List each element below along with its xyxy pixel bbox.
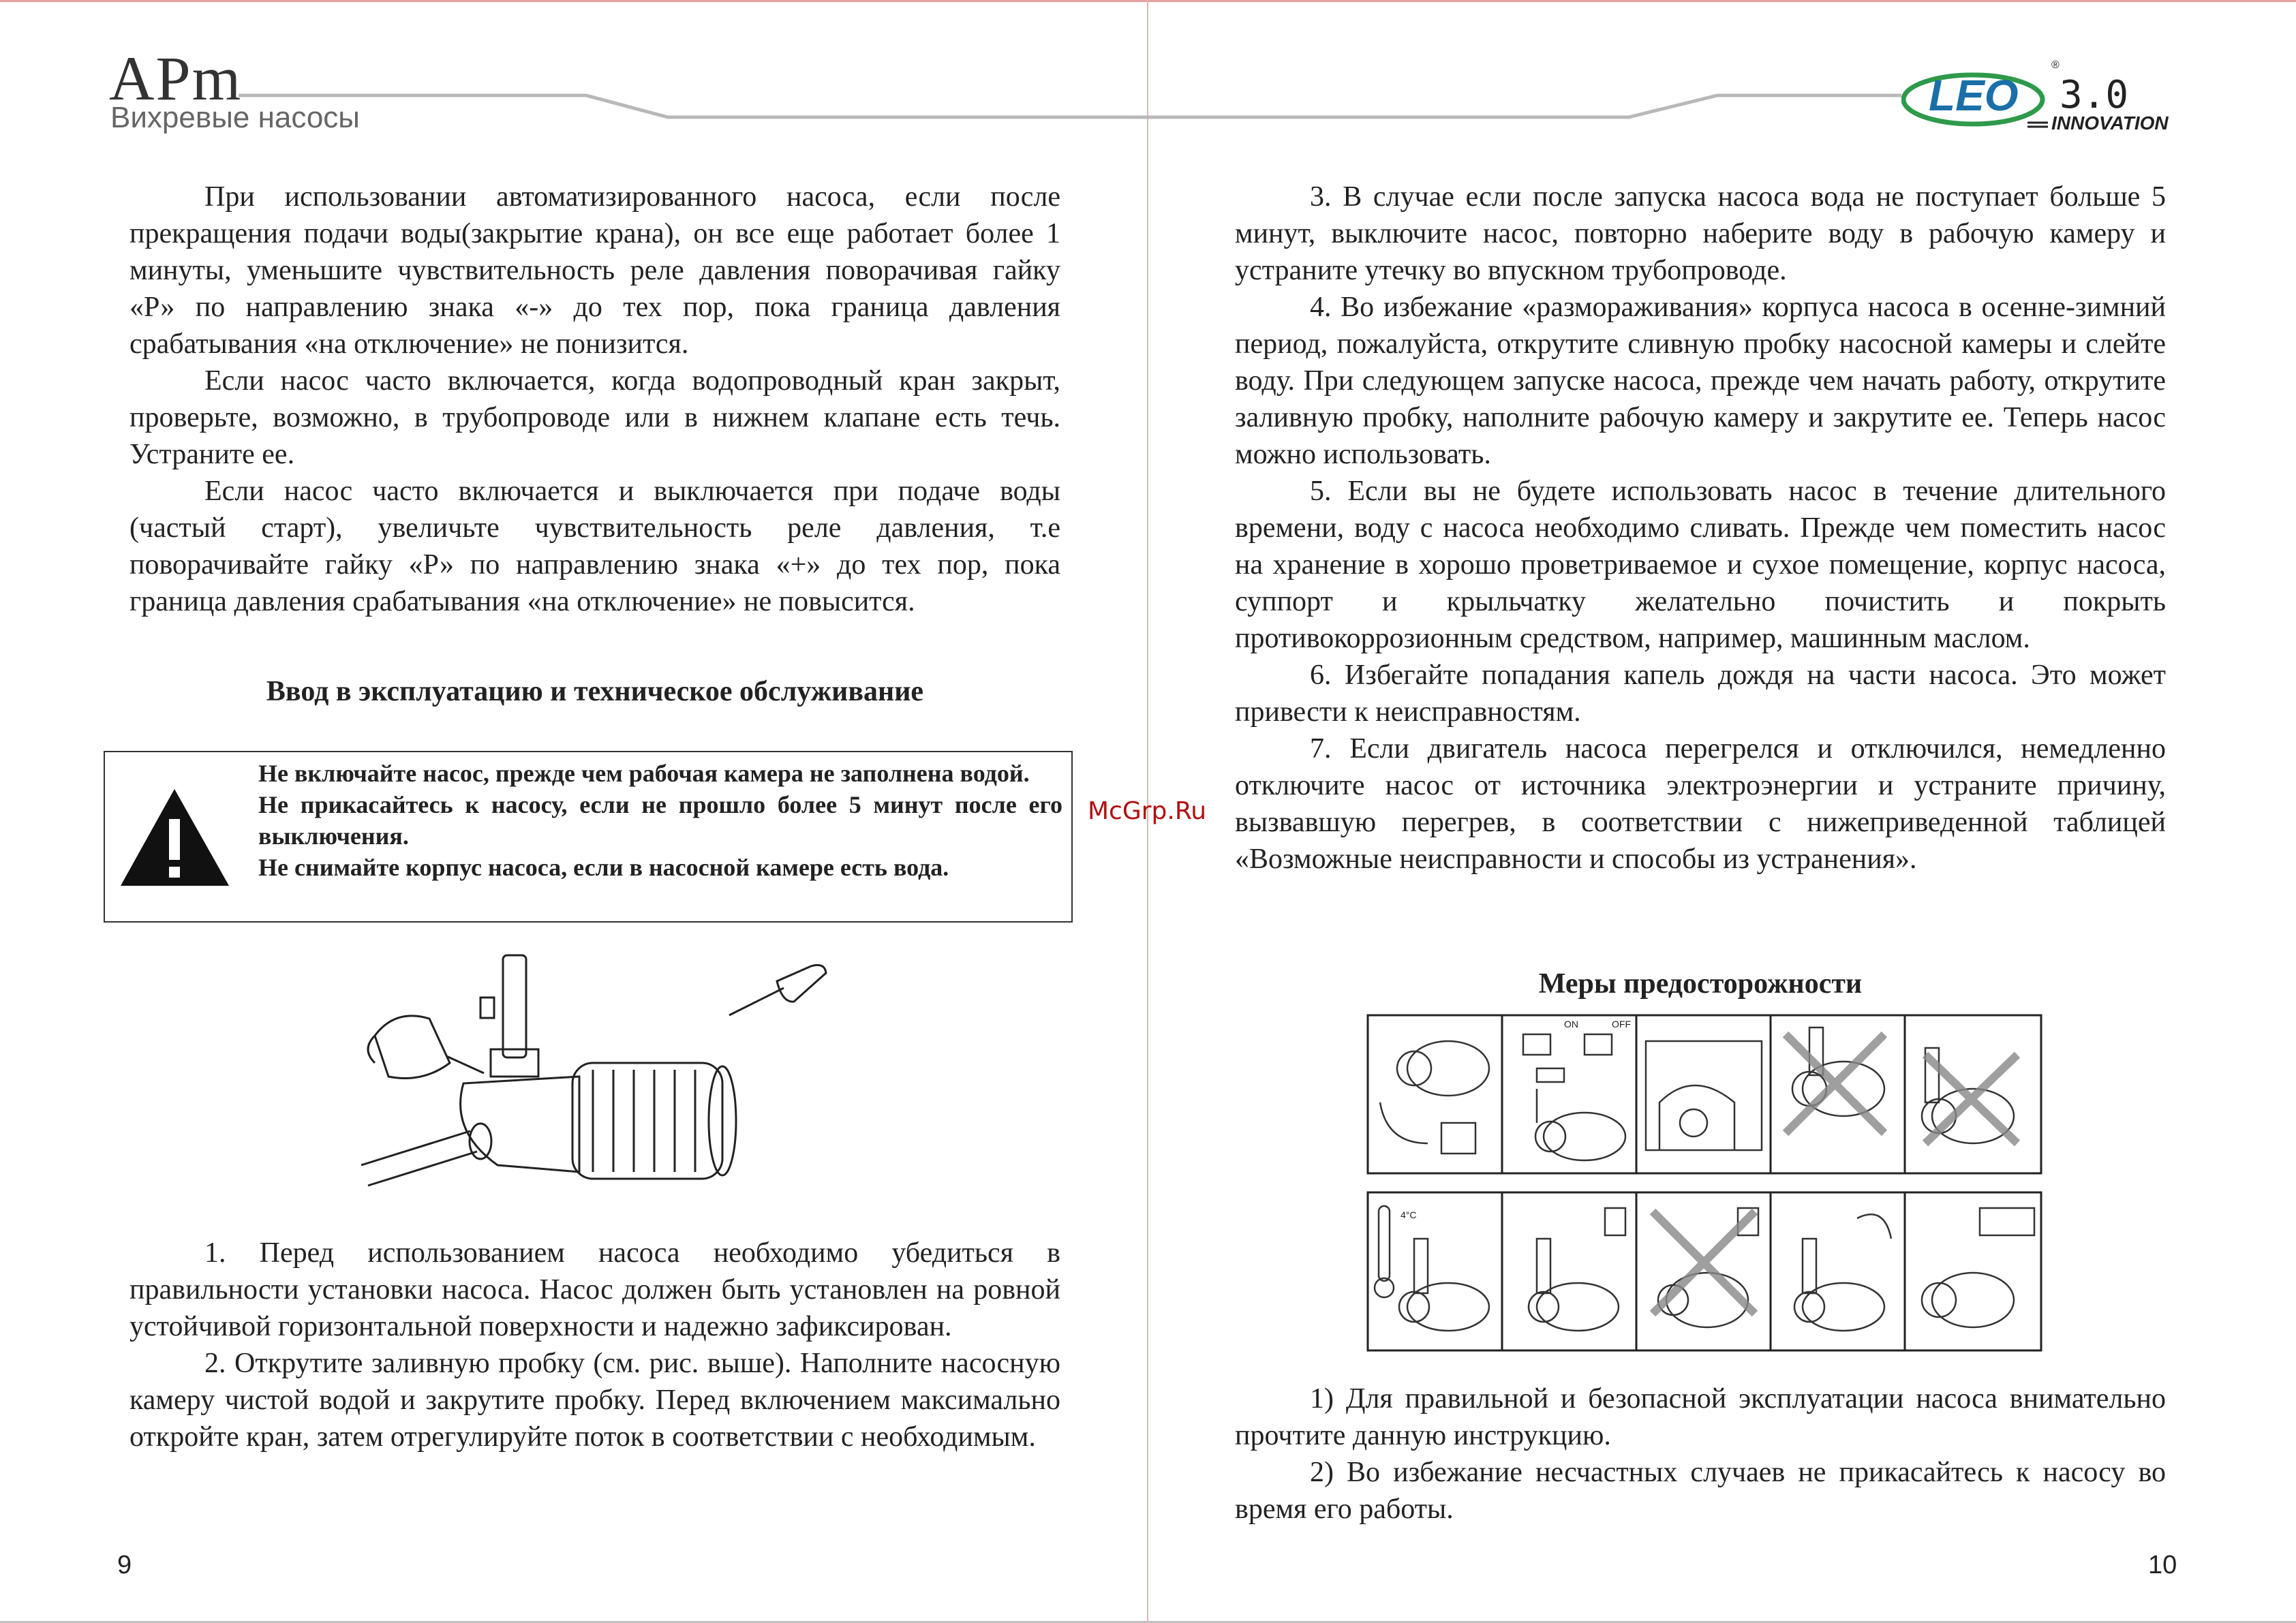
left-page-steps	[129, 1235, 1060, 1455]
brand-title: APm	[109, 44, 243, 113]
brand-subtitle: Вихревые насосы	[110, 101, 360, 134]
paragraph: Если насос часто включается, когда водопроводный кран закрыт, проверьте, возможно, в трубопроводе или в нижнем клапане есть течь. Устраните ее.	[129, 365, 1060, 470]
watermark: McGrp.Ru	[1088, 797, 1207, 825]
page-number-left: 9	[117, 1551, 132, 1579]
svg-text:®: ®	[2051, 59, 2060, 71]
panel-no-touch	[1792, 1027, 1884, 1116]
label-on: ON	[1564, 1019, 1578, 1030]
warning-line: Не включайте насос, прежде чем рабочая камера не заполнена водой.	[258, 760, 1030, 787]
section-title: Ввод в эксплуатацию и техническое обслуживание	[266, 676, 924, 707]
page-number-right: 10	[2148, 1551, 2177, 1579]
precaution-item: 2) Во избежание несчастных случаев не прикасайтесь к насосу во время его работы.	[1235, 1457, 2166, 1525]
left-page-intro	[129, 179, 1060, 733]
panel-off-1	[1529, 1208, 1625, 1331]
paragraph: 7. Если двигатель насоса перегрелся и отключился, немедленно отключите насос от источника электроэнергии и устраните причину, вызвавшую перегрев, в соответствии с нижеприведенной таблицей «Возможные неисправности и способы из устранения».	[1235, 733, 2166, 875]
warning-icon	[119, 786, 231, 888]
label-off: OFF	[1612, 1019, 1631, 1030]
panel-manual	[1380, 1041, 1489, 1154]
logo-tagline: INNOVATION	[2051, 112, 2169, 134]
paragraph: 4. Во избежание «размораживания» корпуса насоса в осенне-зимний период, пожалуйста, открутите сливную пробку насосной камеры и слейте воду. При следующем запуске насоса, прежде чем начать работу, открутите заливную пробку, наполните рабочую камеру и закрутите ее. Теперь насос можно использовать.	[1235, 292, 2166, 470]
precautions-text	[1235, 1380, 2166, 1528]
precautions-title: Меры предосторожности	[1538, 968, 1863, 1000]
leo-logo	[1901, 55, 2201, 136]
logo-text: LEO	[1929, 71, 2019, 120]
precautions-figure-grid	[1366, 1014, 2042, 1352]
precaution-item: 1) Для правильной и безопасной эксплуатации насоса внимательно прочтите данную инструкцию.	[1235, 1383, 2166, 1451]
label-temp: 4°C	[1400, 1209, 1417, 1220]
panel-switch	[1523, 1034, 1625, 1160]
warning-text	[258, 758, 1062, 883]
paragraph: При использовании автоматизированного насоса, если после прекращения подачи воды(закрытие крана), он все еще работает более 1 минуты, уменьшите чувствительность реле давления поворачивая гайку «Р» по направлению знака «-» до тех пор, пока граница давления срабатывания «на отключение» не понизится.	[129, 181, 1060, 360]
panel-connect	[1922, 1208, 2034, 1327]
warning-line: Не прикасайтесь к насосу, если не прошло более 5 минут после его выключения.	[258, 791, 1062, 850]
step-paragraph: 1. Перед использованием насоса необходимо убедиться в правильности установки насоса. Насос должен быть установлен на ровной устойчивой горизонтальной поверхности и надежно зафиксирован.	[129, 1237, 1060, 1342]
warning-box	[104, 751, 1073, 923]
paragraph: 5. Если вы не будете использовать насос в течение длительного времени, воду с насоса необходимо сливать. Прежде чем поместить насос на хранение в хорошо проветриваемое и сухое помещение, корпус насоса, суппорт и крыльчатку желательно почистить и покрыть противокоррозионным средством, например, машинным маслом.	[1235, 476, 2166, 654]
panel-building	[1646, 1041, 1762, 1150]
paragraph: 6. Избегайте попадания капель дождя на части насоса. Это может привести к неисправностям.	[1235, 660, 2166, 728]
warning-line: Не снимайте корпус насоса, если в насосной камере есть вода.	[258, 854, 949, 881]
logo-version: 3.0	[2060, 73, 2129, 117]
paragraph: Если насос часто включается и выключается при подаче воды (частый старт), увеличьте чувствительность реле давления, т.е поворачивайте гайку «Р» по направлению знака «+» до тех пор, пока граница давления срабатывания «на отключение» не повысится.	[129, 476, 1060, 617]
right-page-text	[1235, 179, 2166, 878]
panel-temperature	[1375, 1206, 1489, 1331]
pump-filling-illustration	[348, 947, 838, 1206]
paragraph: 3. В случае если после запуска насоса вода не поступает больше 5 минут, выключите насос, повторно наберите воду в рабочую камеру и устраните утечку во впускном трубопроводе.	[1235, 181, 2166, 286]
panel-repair	[1794, 1214, 1891, 1331]
step-paragraph: 2. Открутите заливную пробку (см. рис. выше). Наполните насосную камеру чистой водой и закрутите пробку. Перед включением максимально откройте кран, затем отрегулируйте поток в соответствии с необходимым.	[129, 1348, 1060, 1453]
